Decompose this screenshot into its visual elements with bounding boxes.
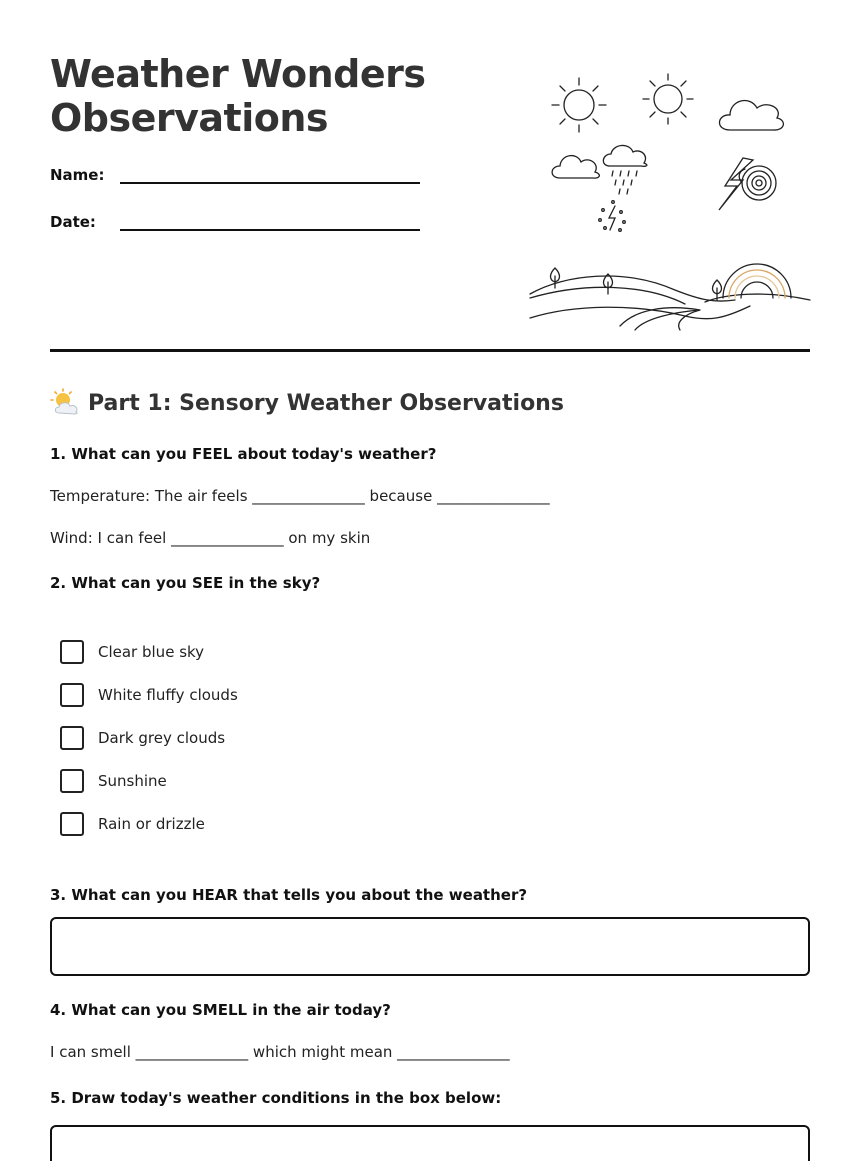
option-rain-or-drizzle[interactable] bbox=[60, 812, 205, 836]
hear-answer-box[interactable] bbox=[50, 917, 810, 976]
question-3: 3. What can you HEAR that tells you about the weather? bbox=[50, 886, 528, 904]
option-white-fluffy-clouds[interactable] bbox=[60, 683, 238, 707]
question-2: 2. What can you SEE in the sky? bbox=[50, 574, 321, 592]
option-label: White fluffy clouds bbox=[98, 686, 238, 704]
sun-icon bbox=[552, 78, 606, 132]
part-1-title: Part 1: Sensory Weather Observations bbox=[88, 390, 564, 416]
sun-behind-cloud-icon bbox=[50, 388, 80, 418]
page-title bbox=[50, 52, 490, 140]
option-label: Dark grey clouds bbox=[98, 729, 226, 747]
option-label: Rain or drizzle bbox=[98, 815, 205, 833]
drawing-box[interactable] bbox=[50, 1125, 810, 1161]
question-4: 4. What can you SMELL in the air today? bbox=[50, 1001, 391, 1019]
name-label: Name: bbox=[50, 166, 105, 184]
temperature-line[interactable]: Temperature: The air feels _______________ because _______________ bbox=[50, 487, 550, 505]
checkbox[interactable] bbox=[60, 769, 84, 793]
title-line-2: Observations bbox=[50, 96, 329, 140]
option-clear-blue-sky[interactable] bbox=[60, 640, 204, 664]
name-input-line[interactable] bbox=[120, 182, 420, 184]
smell-line[interactable]: I can smell _______________ which might mean _______________ bbox=[50, 1043, 510, 1061]
option-label: Sunshine bbox=[98, 772, 167, 790]
tornado-spiral-icon bbox=[739, 166, 776, 200]
weather-illustration bbox=[525, 68, 815, 338]
tree-icon bbox=[604, 274, 613, 294]
date-label: Date: bbox=[50, 213, 96, 231]
checkbox[interactable] bbox=[60, 683, 84, 707]
question-5: 5. Draw today's weather conditions in the box below: bbox=[50, 1089, 502, 1107]
checkbox[interactable] bbox=[60, 726, 84, 750]
name-field[interactable] bbox=[50, 166, 430, 196]
rainbow-icon bbox=[723, 264, 791, 298]
header-divider bbox=[50, 349, 810, 352]
checkbox[interactable] bbox=[60, 812, 84, 836]
lightning-icon bbox=[719, 158, 753, 210]
title-line-1: Weather Wonders bbox=[50, 52, 426, 96]
hail-lightning-icon bbox=[599, 201, 626, 232]
option-label: Clear blue sky bbox=[98, 643, 205, 661]
date-input-line[interactable] bbox=[120, 229, 420, 231]
tree-icon bbox=[551, 268, 560, 288]
cloud-icon bbox=[719, 101, 783, 131]
part-1-heading bbox=[50, 388, 564, 418]
wind-line[interactable]: Wind: I can feel _______________ on my skin bbox=[50, 529, 371, 547]
question-1: 1. What can you FEEL about today's weather? bbox=[50, 445, 437, 463]
cloud-icon bbox=[552, 156, 599, 179]
rain-cloud-icon bbox=[603, 145, 647, 194]
option-sunshine[interactable] bbox=[60, 769, 167, 793]
option-dark-grey-clouds[interactable] bbox=[60, 726, 225, 750]
sun-icon bbox=[643, 74, 693, 124]
date-field[interactable] bbox=[50, 213, 430, 243]
checkbox[interactable] bbox=[60, 640, 84, 664]
hills-landscape-icon bbox=[530, 276, 810, 330]
